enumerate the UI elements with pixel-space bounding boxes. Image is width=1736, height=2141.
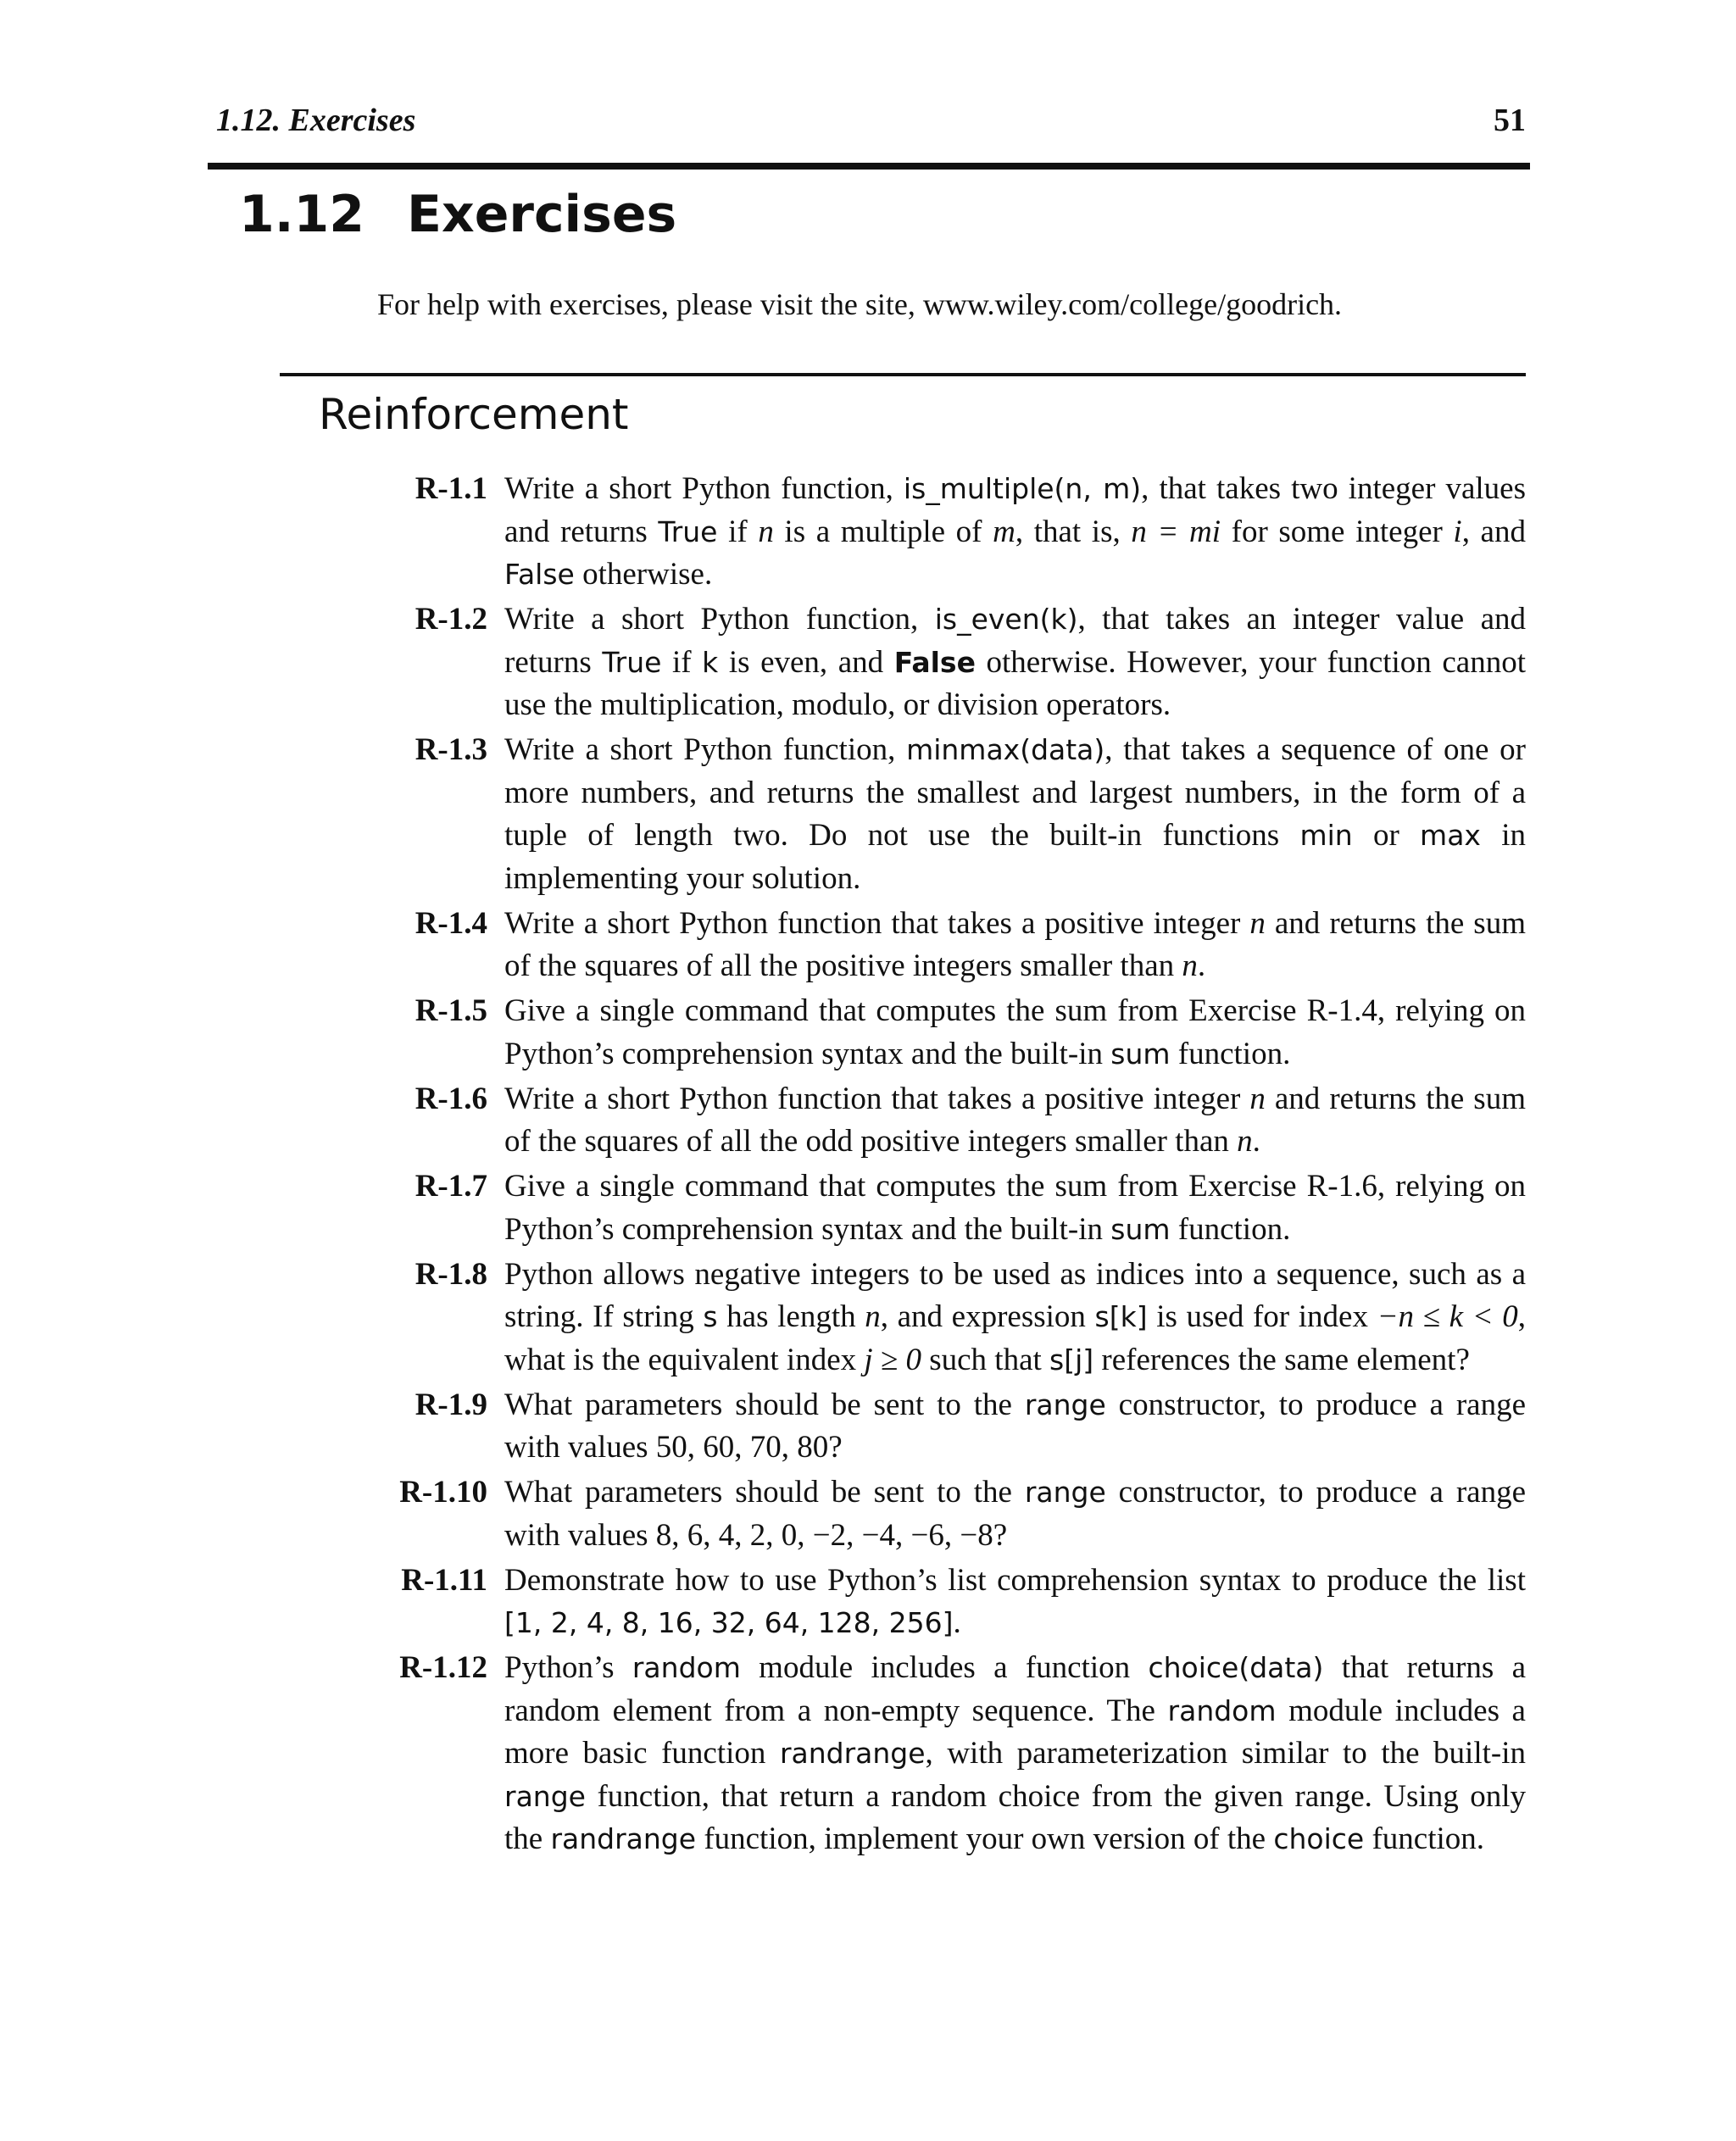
exercise-code-fragment: sum [1110,1212,1171,1246]
exercise-label: R-1.9 [415,1387,487,1422]
exercise-bold-fragment: False [893,645,976,679]
exercise-code-fragment: choice(data) [1148,1651,1324,1684]
exercise-text-fragment: such that [921,1342,1050,1377]
exercise-text-fragment: is even, and [718,644,894,680]
exercise-code-fragment: s[k] [1094,1300,1148,1333]
exercise-code-fragment: range [504,1779,586,1813]
exercise-math-fragment: n [1237,1124,1253,1159]
exercise-code-fragment: s [703,1300,718,1333]
exercise-text-fragment: function. [1364,1821,1485,1856]
exercise-text-fragment: is a multiple of [773,514,993,549]
exercise-code-fragment: random [632,1651,741,1684]
exercise-text-fragment: What parameters should be sent to the [504,1387,1025,1422]
exercise-item [377,729,1526,900]
exercise-item [377,1471,1526,1557]
exercise-code-fragment: s[j] [1049,1343,1094,1376]
exercise-label: R-1.7 [415,1169,487,1204]
help-text: For help with exercises, please visit the site, www.wiley.com/college/goodrich. [377,287,1343,321]
exercise-text-fragment: function. [1170,1036,1291,1071]
exercise-text [504,732,1526,896]
exercise-code-fragment: min [1299,819,1353,852]
section-number: 1.12 [239,185,365,244]
page-number: 51 [1494,103,1526,138]
exercise-text-fragment: function, that return a random choice from the given range. Using only the [504,1778,1526,1856]
exercise-item [377,1647,1526,1861]
exercise-math-fragment: i [1453,514,1462,549]
exercise-text-fragment: . [953,1605,961,1640]
exercise-text-fragment: module includes a more basic function [504,1693,1526,1771]
exercise-label: R-1.3 [415,732,487,767]
exercise-text [504,1169,1526,1247]
exercise-label: R-1.6 [415,1081,487,1116]
exercise-item [377,903,1526,988]
exercise-text-fragment: . [1197,948,1206,983]
exercise-math-fragment: n [1249,905,1266,941]
header-rule [208,163,1530,170]
exercise-text-fragment: Python allows negative integers to be used as indices into a sequence, such as a string. If string [504,1256,1526,1334]
exercise-text-fragment: . [1252,1124,1260,1159]
exercise-text-fragment: module includes a function [740,1650,1149,1685]
running-header [216,92,1526,151]
exercise-code-fragment: True [658,514,718,548]
exercise-label: R-1.2 [415,602,487,637]
exercise-text-fragment: if [661,644,703,680]
exercise-code-fragment: [1, 2, 4, 8, 16, 32, 64, 128, 256] [504,1606,954,1639]
exercise-text-fragment: is used for index [1147,1299,1377,1334]
exercise-text-fragment: What parameters should be sent to the [504,1475,1025,1510]
exercise-item [377,1560,1526,1645]
exercise-text-fragment: that returns a random element from a non-empty sequence. The [504,1650,1526,1728]
exercise-label: R-1.4 [415,905,487,941]
exercise-text-fragment: and returns the sum of the squares of all the positive integers smaller than [504,905,1526,983]
exercise-item [377,1078,1526,1164]
section-heading [239,185,676,253]
exercise-text-fragment: otherwise. [574,557,713,592]
exercise-text-fragment: otherwise. However, your function cannot use the multiplication, modulo, or division operators. [504,644,1526,722]
exercise-code-fragment: is_multiple(n, m) [903,472,1142,505]
exercise-text-fragment: Write a short Python function, [504,602,935,637]
exercise-text-fragment: , with parameterization similar to the built-in [925,1736,1526,1771]
exercise-code-fragment: randrange [550,1822,697,1855]
exercise-text-fragment: , that takes an integer value and returns [504,602,1527,680]
exercise-text-fragment: if [717,514,759,549]
exercise-text-fragment: Give a single command that computes the sum from Exercise R-1.4, relying on Python’s comprehension syntax and the built-in [504,993,1526,1071]
section-title: Exercises [407,185,677,244]
exercise-text [504,1650,1526,1856]
exercise-text-fragment: and returns the sum of the squares of all the odd positive integers smaller than [504,1081,1526,1159]
exercise-math-fragment: m [993,514,1015,549]
exercise-text [504,1387,1526,1465]
subsection-rule [280,373,1526,376]
exercise-item [377,468,1526,597]
exercise-math-fragment: n [865,1299,881,1334]
exercise-label: R-1.1 [415,471,487,506]
exercise-item [377,598,1526,727]
exercise-text [504,1257,1526,1377]
exercise-code-fragment: is_even(k) [934,603,1078,636]
exercise-text-fragment: Give a single command that computes the sum from Exercise R-1.6, relying on Python’s comprehension syntax and the built-in [504,1169,1526,1247]
exercise-label: R-1.12 [399,1650,487,1685]
exercise-text [504,1563,1526,1641]
exercise-list [377,468,1526,1863]
exercise-code-fragment: sum [1110,1037,1171,1070]
exercise-text [504,1082,1526,1159]
exercise-label: R-1.8 [415,1256,487,1292]
exercise-label: R-1.11 [401,1562,487,1598]
exercise-item [377,1165,1526,1251]
subsection-title: Reinforcement [319,390,629,439]
exercise-text-fragment: , what is the equivalent index [504,1299,1526,1377]
exercise-text [504,906,1526,984]
exercise-text-fragment: , that takes a sequence of one or more numbers, and returns the smallest and largest numbers, in the form of a tuple of length two. Do not use the built-in functions [504,732,1526,853]
exercise-text-fragment: constructor, to produce a range with values 50, 60, 70, 80? [504,1387,1526,1465]
exercise-code-fragment: random [1167,1693,1277,1727]
exercise-math-fragment: n [1249,1081,1266,1116]
exercise-math-fragment: −n ≤ k < 0 [1377,1299,1518,1334]
exercise-text-fragment: Write a short Python function that takes a positive integer [504,905,1250,941]
exercise-code-fragment: True [602,645,662,679]
exercise-math-fragment: n = mi [1131,514,1221,549]
exercise-text-fragment: Write a short Python function, [504,732,907,767]
exercise-code-fragment: k [702,645,719,679]
exercise-label: R-1.5 [415,993,487,1028]
exercise-text-fragment: Demonstrate how to use Python’s list comprehension syntax to produce the list [504,1562,1526,1598]
exercise-text-fragment: , that takes two integer values and returns [504,471,1527,549]
exercise-text-fragment: , and [1461,514,1526,549]
exercise-math-fragment: j ≥ 0 [864,1342,921,1377]
exercise-math-fragment: n [1182,948,1198,983]
exercise-text [504,1475,1526,1553]
exercise-code-fragment: range [1024,1387,1106,1421]
exercise-code-fragment: False [504,558,575,591]
exercise-label: R-1.10 [399,1475,487,1510]
exercise-item [377,990,1526,1076]
exercise-item [377,1384,1526,1470]
running-title: 1.12. Exercises [216,103,416,138]
exercise-text-fragment: Python’s [504,1650,632,1685]
exercise-text-fragment: function, implement your own version of the [696,1821,1274,1856]
exercise-text-fragment: , that is, [1015,514,1132,549]
exercise-text-fragment: Write a short Python function that takes a positive integer [504,1081,1250,1116]
exercise-text-fragment: references the same element? [1093,1342,1470,1377]
exercise-math-fragment: n [758,514,774,549]
exercise-text-fragment: Write a short Python function, [504,471,904,506]
exercise-text [504,471,1526,592]
exercise-code-fragment: choice [1273,1822,1365,1855]
exercise-text [504,993,1526,1071]
exercise-text-fragment: in implementing your solution. [504,818,1527,896]
exercise-text-fragment: function. [1170,1211,1291,1247]
exercise-item [377,1254,1526,1382]
exercise-text-fragment: or [1352,818,1421,853]
exercise-code-fragment: max [1420,819,1481,852]
exercise-code-fragment: minmax(data) [906,733,1105,766]
exercise-text-fragment: has length [717,1299,865,1334]
exercise-code-fragment: randrange [779,1737,926,1770]
exercise-text [504,602,1526,722]
exercise-text-fragment: for some integer [1221,514,1454,549]
exercise-text-fragment: , and expression [880,1299,1095,1334]
exercise-text-fragment: constructor, to produce a range with values 8, 6, 4, 2, 0, −2, −4, −6, −8? [504,1475,1526,1553]
exercise-code-fragment: range [1024,1476,1106,1509]
